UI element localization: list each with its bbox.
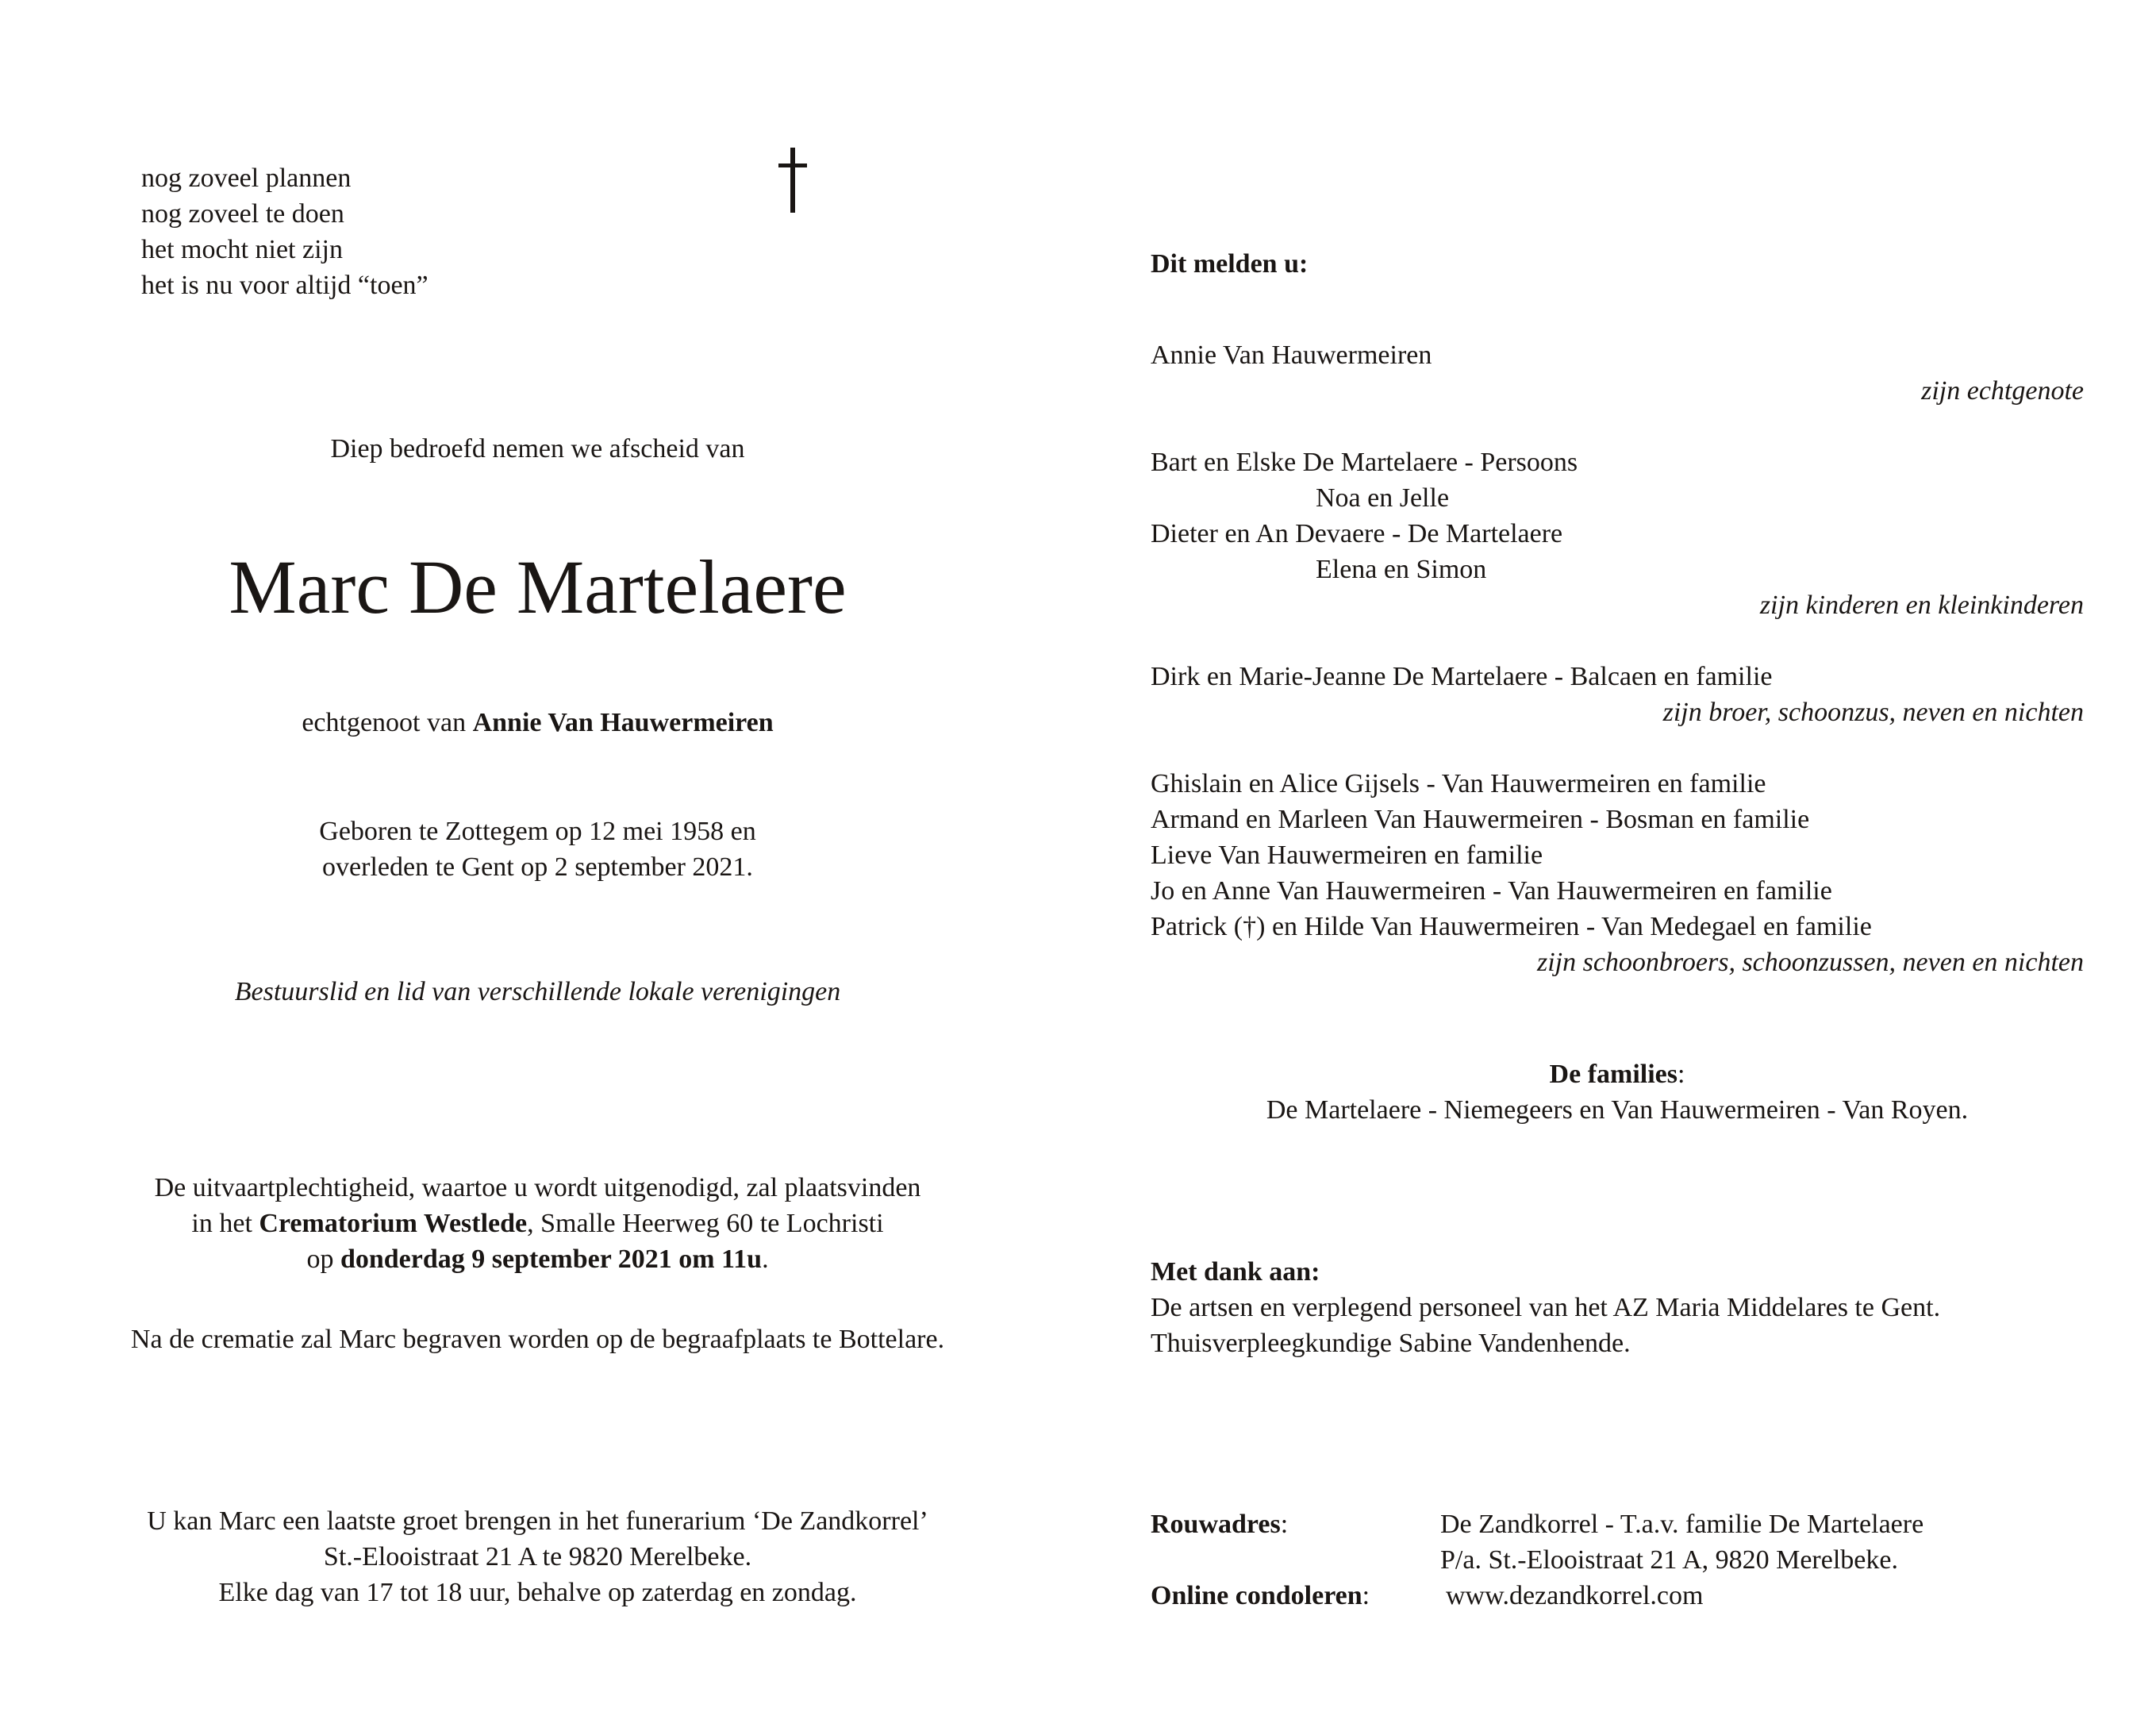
poem: [141, 160, 429, 303]
funeral-address: , Smalle Heerweg 60 te Lochristi: [527, 1209, 884, 1238]
families-heading: [1151, 1056, 2084, 1092]
funeral-info: [0, 1170, 1075, 1277]
relative-grandchildren: Noa en Jelle: [1316, 483, 1450, 513]
address-line-1: De Zandkorrel - T.a.v. familie De Martelaere: [1440, 1510, 1924, 1539]
online-row: [1151, 1578, 1923, 1614]
thanks-heading-text: Met dank aan:: [1151, 1257, 1320, 1287]
died-line: overleden te Gent op 2 september 2021.: [322, 852, 753, 882]
birth-death-dates: [0, 814, 1075, 885]
thanks-heading: [1151, 1254, 1940, 1290]
address-row: [1151, 1506, 1923, 1542]
relative-in-law: Lieve Van Hauwermeiren en familie: [1151, 841, 1543, 870]
funeral-line-2: [0, 1206, 1075, 1241]
website-link[interactable]: www.dezandkorrel.com: [1446, 1581, 1704, 1610]
burial-text: Na de crematie zal Marc begraven worden op de begraafplaats te Bottelare.: [130, 1325, 945, 1354]
poem-line: nog zoveel plannen: [141, 163, 352, 193]
relative-in-law: Armand en Marleen Van Hauwermeiren - Bosman en familie: [1151, 805, 1810, 834]
visit-line: U kan Marc een laatste groet brengen in het funerarium ‘De Zandkorrel’: [147, 1506, 928, 1536]
relative-in-law: Jo en Anne Van Hauwermeiren - Van Hauwermeiren en familie: [1151, 876, 1832, 906]
spouse-prefix: echtgenoot van: [302, 708, 473, 737]
announce-heading: [1151, 246, 1308, 282]
visit-line: St.-Elooistraat 21 A te 9820 Merelbeke.: [323, 1542, 752, 1572]
relative-in-law: Patrick (†) en Hilde Van Hauwermeiren - Van Medegael en familie: [1151, 912, 1872, 941]
spouse-name: Annie Van Hauwermeiren: [472, 708, 774, 737]
relative-in-law: Ghislain en Alice Gijsels - Van Hauwermeiren en familie: [1151, 769, 1766, 798]
thanks-line: De artsen en verplegend personeel van het AZ Maria Middelares te Gent.: [1151, 1293, 1941, 1322]
address-block: [1151, 1506, 1923, 1614]
poem-line: het is nu voor altijd “toen”: [141, 271, 429, 300]
online-label: [1151, 1578, 1446, 1614]
relatives-list: [1151, 337, 2084, 980]
funeral-prefix: in het: [191, 1209, 259, 1238]
funeral-datetime: donderdag 9 september 2021 om 11u: [340, 1245, 763, 1274]
funeral-line-3: [0, 1241, 1075, 1277]
poem-line: nog zoveel te doen: [141, 199, 344, 229]
families-colon: :: [1678, 1060, 1685, 1089]
online-colon: :: [1362, 1581, 1370, 1610]
intro-text: Diep bedroefd nemen we afscheid van: [330, 434, 745, 464]
relation-label: zijn broer, schoonzus, neven en nichten: [1662, 698, 2084, 727]
relative-spouse: Annie Van Hauwermeiren: [1151, 340, 1432, 370]
families-label: De families: [1549, 1060, 1678, 1089]
funeral-period: .: [762, 1245, 769, 1274]
visit-line: Elke dag van 17 tot 18 uur, behalve op zaterdag en zondag.: [218, 1578, 857, 1607]
relative-brother: Dirk en Marie-Jeanne De Martelaere - Balcaen en familie: [1151, 662, 1773, 691]
address-row: [1151, 1542, 1923, 1578]
relative-child: Dieter en An Devaere - De Martelaere: [1151, 519, 1563, 548]
funeral-venue: Crematorium Westlede: [259, 1209, 528, 1238]
relation-label: zijn echtgenote: [1921, 376, 2084, 406]
families-block: [1151, 1056, 2084, 1128]
thanks-line: Thuisverpleegkundige Sabine Vandenhende.: [1151, 1329, 1631, 1358]
relative-grandchildren: Elena en Simon: [1316, 555, 1487, 584]
online-label-text: Online condoleren: [1151, 1581, 1362, 1610]
funeral-line-1: De uitvaartplechtigheid, waartoe u wordt uitgenodigd, zal plaatsvinden: [154, 1173, 921, 1202]
born-line: Geboren te Zottegem op 12 mei 1958 en: [319, 817, 756, 846]
spouse-line: [0, 705, 1075, 741]
address-label-text: Rouwadres: [1151, 1510, 1281, 1539]
poem-line: het mocht niet zijn: [141, 235, 343, 264]
relation-label: zijn schoonbroers, schoonzussen, neven en nichten: [1536, 948, 2084, 977]
visit-info: [0, 1503, 1075, 1610]
relation-label: zijn kinderen en kleinkinderen: [1759, 591, 2084, 620]
funeral-op: op: [306, 1245, 340, 1274]
thanks-block: [1151, 1254, 1940, 1361]
address-label: [1151, 1506, 1440, 1542]
latin-cross-icon: [776, 148, 809, 213]
deceased-name: Marc De Martelaere: [229, 544, 847, 629]
address-colon: :: [1280, 1510, 1289, 1539]
relative-child: Bart en Elske De Martelaere - Persoons: [1151, 448, 1578, 477]
families-names: De Martelaere - Niemegeers en Van Hauwermeiren - Van Royen.: [1266, 1095, 1969, 1125]
announce-heading-text: Dit melden u:: [1151, 249, 1309, 279]
address-line-2: P/a. St.-Elooistraat 21 A, 9820 Merelbeke.: [1440, 1545, 1898, 1575]
role-text: Bestuurslid en lid van verschillende lokale verenigingen: [234, 977, 841, 1006]
